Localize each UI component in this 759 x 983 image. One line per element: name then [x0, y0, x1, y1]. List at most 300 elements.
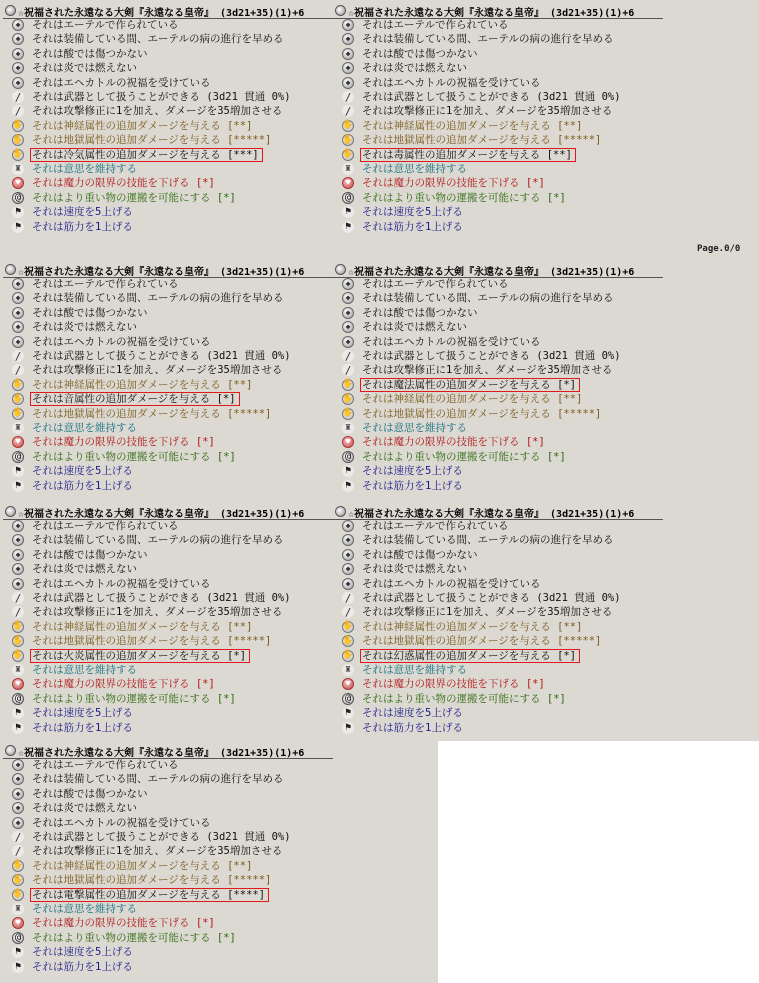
sword-icon: / [12, 91, 24, 103]
property-line [333, 479, 663, 493]
property-line [333, 205, 663, 219]
property-text: それはエヘカトルの祝福を受けている [32, 76, 211, 89]
property-line [333, 277, 663, 291]
sword-icon: / [12, 364, 24, 376]
run-icon: ⚑ [12, 707, 24, 719]
diamond-icon: ◆ [12, 549, 24, 561]
property-line [3, 335, 333, 349]
property-line [333, 306, 663, 320]
property-line [3, 548, 333, 562]
property-line [333, 663, 663, 677]
property-text: それはエーテルで作られている [362, 19, 509, 31]
property-line [3, 90, 333, 104]
property-text: それは魔力の限界の技能を下げる [*] [362, 678, 545, 691]
property-text: それは神経属性の追加ダメージを与える [**] [32, 859, 253, 872]
highlighted-property-text: それは魔法属性の追加ダメージを与える [*] [362, 378, 577, 391]
property-line [3, 945, 333, 959]
property-line [3, 634, 333, 648]
diamond-icon: ◆ [12, 19, 24, 31]
property-text: それはより重い物の運搬を可能にする [*] [32, 450, 236, 463]
diamond-icon: ◆ [342, 33, 354, 45]
property-line [333, 90, 663, 104]
property-line [3, 562, 333, 576]
highlight-box [30, 649, 250, 663]
item-title: ☆祝福された永遠なる大剣『永遠なる皇帝』 (3d21+35)(1)+6 [18, 748, 305, 759]
property-text: それは地獄属性の追加ダメージを与える [*****] [362, 407, 602, 420]
property-line [3, 407, 333, 421]
property-text: それは酸では傷つかない [362, 548, 478, 561]
property-line [333, 706, 663, 720]
property-text: それは筋力を1上げる [32, 960, 133, 973]
property-text: それは神経属性の追加ダメージを与える [**] [32, 119, 253, 132]
heart-icon: ♥ [12, 917, 24, 929]
run-icon: ⚑ [12, 722, 24, 734]
property-text: それは地獄属性の追加ダメージを与える [*****] [32, 134, 272, 147]
property-line [3, 104, 333, 118]
item-icon [5, 264, 16, 275]
diamond-icon: ◆ [342, 77, 354, 89]
run-icon: ⚑ [12, 961, 24, 973]
property-line [333, 533, 663, 547]
property-text: それはエヘカトルの祝福を受けている [362, 577, 541, 590]
property-line [3, 591, 333, 605]
property-line [3, 620, 333, 634]
property-line [3, 133, 333, 147]
property-line [333, 162, 663, 176]
property-text: それは酸では傷つかない [362, 47, 478, 60]
diamond-icon: ◆ [342, 19, 354, 31]
diamond-icon: ◆ [342, 549, 354, 561]
item-icon [5, 745, 16, 756]
property-line [333, 363, 663, 377]
property-line [333, 191, 663, 205]
run-icon: ⚑ [342, 480, 354, 492]
item-header [3, 262, 333, 278]
swirl-icon: @ [12, 451, 24, 463]
diamond-icon: ◆ [342, 534, 354, 546]
bell-icon: ♜ [12, 163, 24, 175]
diamond-icon: ◆ [12, 534, 24, 546]
item-header [333, 3, 663, 19]
property-line [333, 119, 663, 133]
property-text: それは装備している間、エーテルの病の進行を早める [32, 534, 284, 547]
property-text: それは攻撃修正に1を加え、ダメージを35増加させる [32, 845, 283, 858]
property-line [333, 435, 663, 449]
bell-icon: ♜ [12, 422, 24, 434]
run-icon: ⚑ [342, 465, 354, 477]
property-line [333, 649, 663, 663]
highlighted-property-text: それは電撃属性の追加ダメージを与える [****] [32, 888, 266, 901]
diamond-icon: ◆ [342, 563, 354, 575]
highlighted-property-text: それは幻惑属性の追加ダメージを与える [*] [362, 649, 577, 662]
property-line [3, 677, 333, 691]
property-line [3, 47, 333, 61]
diamond-icon: ◆ [12, 33, 24, 45]
property-text: それは筋力を1上げる [362, 721, 463, 734]
property-line [333, 47, 663, 61]
diamond-icon: ◆ [342, 307, 354, 319]
property-line [3, 960, 333, 974]
hand-icon: ✋ [12, 874, 24, 885]
diamond-icon: ◆ [12, 802, 24, 814]
property-text: それはエーテルで作られている [32, 19, 179, 31]
highlighted-property-text: それは冷気属性の追加ダメージを与える [***] [32, 148, 259, 161]
diamond-icon: ◆ [342, 321, 354, 333]
property-line [333, 148, 663, 162]
item-header [3, 504, 333, 520]
property-text: それは武器として扱うことができる (3d21 貫通 0%) [32, 831, 291, 843]
property-line [3, 721, 333, 735]
property-text: それは意思を維持する [362, 422, 467, 434]
property-line [3, 162, 333, 176]
property-line [3, 692, 333, 706]
sword-icon: / [12, 606, 24, 618]
property-line [333, 605, 663, 619]
hand-icon: ✋ [342, 408, 354, 419]
property-text: それは意思を維持する [32, 422, 137, 434]
highlight-box [360, 649, 580, 663]
hand-icon: ✋ [342, 120, 354, 131]
property-line [333, 378, 663, 392]
property-text: それは筋力を1上げる [362, 479, 463, 492]
property-line [3, 76, 333, 90]
property-line [3, 148, 333, 162]
property-line [3, 801, 333, 815]
run-icon: ⚑ [12, 946, 24, 958]
diamond-icon: ◆ [12, 62, 24, 74]
item-title: ☆祝福された永遠なる大剣『永遠なる皇帝』 (3d21+35)(1)+6 [18, 8, 305, 19]
hand-icon: ✋ [342, 149, 354, 160]
diamond-icon: ◆ [12, 817, 24, 829]
property-text: それは神経属性の追加ダメージを与える [**] [362, 119, 583, 132]
property-text: それは速度を5上げる [362, 206, 463, 219]
property-text: それは魔力の限界の技能を下げる [*] [362, 436, 545, 449]
property-line [3, 916, 333, 930]
property-line [3, 363, 333, 377]
property-line [3, 119, 333, 133]
swirl-icon: @ [12, 693, 24, 705]
hand-icon: ✋ [342, 635, 354, 646]
hand-icon: ✋ [12, 621, 24, 632]
property-line [3, 931, 333, 945]
property-text: それは地獄属性の追加ダメージを与える [*****] [32, 874, 272, 887]
property-line [3, 844, 333, 858]
property-line [333, 677, 663, 691]
property-text: それは炎では燃えない [32, 563, 137, 576]
property-line [333, 548, 663, 562]
property-text: それは酸では傷つかない [32, 47, 148, 60]
property-line [3, 787, 333, 801]
property-line [3, 479, 333, 493]
sword-icon: / [12, 592, 24, 604]
property-line [3, 435, 333, 449]
diamond-icon: ◆ [342, 520, 354, 532]
sword-icon: / [12, 845, 24, 857]
property-line [333, 421, 663, 435]
heart-icon: ♥ [12, 678, 24, 690]
property-text: それは筋力を1上げる [362, 220, 463, 233]
property-line [333, 176, 663, 190]
item-header [333, 262, 663, 278]
diamond-icon: ◆ [12, 77, 24, 89]
property-line [3, 277, 333, 291]
heart-icon: ♥ [342, 678, 354, 690]
run-icon: ⚑ [342, 221, 354, 233]
property-text: それは地獄属性の追加ダメージを与える [*****] [362, 134, 602, 147]
property-text: それはより重い物の運搬を可能にする [*] [362, 191, 566, 204]
property-text: それは筋力を1上げる [32, 220, 133, 233]
property-text: それはエーテルで作られている [32, 520, 179, 532]
property-text: それは意思を維持する [32, 903, 137, 915]
property-text: それは意思を維持する [32, 664, 137, 676]
sword-icon: / [12, 350, 24, 362]
property-text: それは攻撃修正に1を加え、ダメージを35増加させる [362, 105, 613, 118]
property-text: それは武器として扱うことができる (3d21 貫通 0%) [362, 91, 621, 103]
property-text: それは魔力の限界の技能を下げる [*] [32, 177, 215, 190]
property-line [333, 320, 663, 334]
property-line [3, 888, 333, 902]
diamond-icon: ◆ [342, 278, 354, 290]
property-line [333, 349, 663, 363]
property-line [333, 692, 663, 706]
property-line [333, 76, 663, 90]
item-icon [5, 506, 16, 517]
property-text: それは酸では傷つかない [362, 306, 478, 319]
bell-icon: ♜ [342, 422, 354, 434]
property-text: それは神経属性の追加ダメージを与える [**] [32, 378, 253, 391]
bell-icon: ♜ [12, 664, 24, 676]
hand-icon: ✋ [12, 889, 24, 900]
hand-icon: ✋ [12, 635, 24, 646]
diamond-icon: ◆ [12, 336, 24, 348]
property-text: それは速度を5上げる [32, 946, 133, 959]
property-text: それは地獄属性の追加ダメージを与える [*****] [32, 635, 272, 648]
property-text: それはエヘカトルの祝福を受けている [32, 335, 211, 348]
bell-icon: ♜ [342, 664, 354, 676]
property-text: それは炎では燃えない [32, 62, 137, 75]
highlight-box [30, 888, 269, 902]
heart-icon: ♥ [12, 436, 24, 448]
property-line [3, 450, 333, 464]
run-icon: ⚑ [12, 480, 24, 492]
sword-icon: / [12, 105, 24, 117]
property-text: それはエーテルで作られている [362, 520, 509, 532]
heart-icon: ♥ [342, 177, 354, 189]
property-line [333, 577, 663, 591]
property-text: それは武器として扱うことができる (3d21 貫通 0%) [32, 350, 291, 362]
property-text: それは速度を5上げる [32, 707, 133, 720]
property-line [3, 320, 333, 334]
hand-icon: ✋ [12, 650, 24, 661]
property-line [3, 306, 333, 320]
highlight-box [360, 148, 576, 162]
property-text: それは炎では燃えない [362, 62, 467, 75]
property-line [333, 133, 663, 147]
property-text: それは装備している間、エーテルの病の進行を早める [362, 33, 614, 46]
property-text: それは装備している間、エーテルの病の進行を早める [32, 773, 284, 786]
property-line [3, 378, 333, 392]
property-line [3, 291, 333, 305]
highlight-box [30, 392, 240, 406]
property-text: それは武器として扱うことができる (3d21 貫通 0%) [32, 592, 291, 604]
diamond-icon: ◆ [342, 336, 354, 348]
property-line [3, 533, 333, 547]
item-header [333, 504, 663, 520]
item-title: ☆祝福された永遠なる大剣『永遠なる皇帝』 (3d21+35)(1)+6 [348, 8, 635, 19]
heart-icon: ♥ [342, 436, 354, 448]
property-line [333, 620, 663, 634]
property-line [333, 392, 663, 406]
diamond-icon: ◆ [342, 62, 354, 74]
property-line [3, 649, 333, 663]
property-text: それはエヘカトルの祝福を受けている [362, 76, 541, 89]
property-text: それは炎では燃えない [32, 321, 137, 334]
diamond-icon: ◆ [12, 788, 24, 800]
diamond-icon: ◆ [12, 278, 24, 290]
heart-icon: ♥ [12, 177, 24, 189]
hand-icon: ✋ [342, 393, 354, 404]
item-icon [5, 5, 16, 16]
sword-icon: / [342, 606, 354, 618]
diamond-icon: ◆ [342, 292, 354, 304]
property-text: それは魔力の限界の技能を下げる [*] [32, 917, 215, 930]
property-line [333, 32, 663, 46]
property-line [3, 392, 333, 406]
sword-icon: / [342, 350, 354, 362]
property-line [3, 421, 333, 435]
property-line [3, 519, 333, 533]
page-indicator: Page.0/0 [697, 244, 741, 254]
property-text: それはエーテルで作られている [362, 278, 509, 290]
sword-icon: / [342, 105, 354, 117]
property-text: それはエヘカトルの祝福を受けている [362, 335, 541, 348]
property-text: それは速度を5上げる [362, 465, 463, 478]
swirl-icon: @ [342, 693, 354, 705]
property-line [333, 291, 663, 305]
swirl-icon: @ [12, 932, 24, 944]
property-text: それは地獄属性の追加ダメージを与える [*****] [362, 635, 602, 648]
property-text: それはより重い物の運搬を可能にする [*] [32, 931, 236, 944]
hand-icon: ✋ [12, 379, 24, 390]
swirl-icon: @ [12, 192, 24, 204]
swirl-icon: @ [342, 451, 354, 463]
diamond-icon: ◆ [12, 292, 24, 304]
property-text: それは魔力の限界の技能を下げる [*] [362, 177, 545, 190]
item-title: ☆祝福された永遠なる大剣『永遠なる皇帝』 (3d21+35)(1)+6 [18, 509, 305, 520]
property-line [333, 335, 663, 349]
property-text: それは装備している間、エーテルの病の進行を早める [32, 292, 284, 305]
hand-icon: ✋ [342, 134, 354, 145]
sword-icon: / [12, 831, 24, 843]
property-text: それは武器として扱うことができる (3d21 貫通 0%) [362, 350, 621, 362]
property-text: それはエヘカトルの祝福を受けている [32, 816, 211, 829]
property-text: それは攻撃修正に1を加え、ダメージを35増加させる [32, 105, 283, 118]
bell-icon: ♜ [342, 163, 354, 175]
property-text: それはエーテルで作られている [32, 759, 179, 771]
property-text: それは酸では傷つかない [32, 306, 148, 319]
property-line [3, 706, 333, 720]
property-line [3, 605, 333, 619]
diamond-icon: ◆ [12, 321, 24, 333]
property-text: それはエーテルで作られている [32, 278, 179, 290]
item-icon [335, 264, 346, 275]
diamond-icon: ◆ [12, 520, 24, 532]
sword-icon: / [342, 91, 354, 103]
item-header [3, 743, 333, 759]
item-title: ☆祝福された永遠なる大剣『永遠なる皇帝』 (3d21+35)(1)+6 [348, 267, 635, 278]
property-line [3, 18, 333, 32]
property-line [333, 519, 663, 533]
hand-icon: ✋ [12, 149, 24, 160]
property-line [333, 104, 663, 118]
diamond-icon: ◆ [12, 48, 24, 60]
property-text: それはより重い物の運搬を可能にする [*] [32, 692, 236, 705]
hand-icon: ✋ [12, 134, 24, 145]
property-text: それは装備している間、エーテルの病の進行を早める [362, 292, 614, 305]
property-text: それは武器として扱うことができる (3d21 貫通 0%) [362, 592, 621, 604]
item-title: ☆祝福された永遠なる大剣『永遠なる皇帝』 (3d21+35)(1)+6 [348, 509, 635, 520]
property-line [3, 830, 333, 844]
bell-icon: ♜ [12, 903, 24, 915]
property-text: それは神経属性の追加ダメージを与える [**] [362, 393, 583, 406]
hand-icon: ✋ [12, 408, 24, 419]
property-line [333, 562, 663, 576]
property-line [333, 591, 663, 605]
property-line [3, 873, 333, 887]
property-text: それは魔力の限界の技能を下げる [*] [32, 436, 215, 449]
diamond-icon: ◆ [342, 578, 354, 590]
property-line [333, 450, 663, 464]
property-text: それは筋力を1上げる [32, 479, 133, 492]
item-header [3, 3, 333, 19]
run-icon: ⚑ [342, 722, 354, 734]
property-text: それは酸では傷つかない [32, 548, 148, 561]
property-line [333, 61, 663, 75]
swirl-icon: @ [342, 192, 354, 204]
property-text: それはエヘカトルの祝福を受けている [32, 577, 211, 590]
property-text: それは炎では燃えない [32, 802, 137, 815]
property-text: それは装備している間、エーテルの病の進行を早める [362, 534, 614, 547]
property-line [3, 816, 333, 830]
property-text: それは意思を維持する [32, 163, 137, 175]
highlighted-property-text: それは音属性の追加ダメージを与える [*] [32, 393, 236, 406]
property-line [3, 663, 333, 677]
highlight-box [360, 378, 580, 392]
run-icon: ⚑ [12, 465, 24, 477]
property-line [333, 634, 663, 648]
property-text: それは炎では燃えない [362, 321, 467, 334]
property-text: それは攻撃修正に1を加え、ダメージを35増加させる [362, 606, 613, 619]
item-title: ☆祝福された永遠なる大剣『永遠なる皇帝』 (3d21+35)(1)+6 [18, 267, 305, 278]
property-text: それは神経属性の追加ダメージを与える [**] [362, 620, 583, 633]
property-text: それは魔力の限界の技能を下げる [*] [32, 678, 215, 691]
run-icon: ⚑ [342, 707, 354, 719]
property-text: それは筋力を1上げる [32, 721, 133, 734]
property-line [3, 772, 333, 786]
property-line [333, 220, 663, 234]
property-text: それはより重い物の運搬を可能にする [*] [362, 450, 566, 463]
property-text: それはより重い物の運搬を可能にする [*] [362, 692, 566, 705]
property-line [333, 464, 663, 478]
property-line [3, 859, 333, 873]
diamond-icon: ◆ [12, 578, 24, 590]
highlight-box [30, 148, 263, 162]
property-text: それは装備している間、エーテルの病の進行を早める [32, 33, 284, 46]
property-text: それは速度を5上げる [362, 707, 463, 720]
property-text: それはより重い物の運搬を可能にする [*] [32, 191, 236, 204]
property-text: それは酸では傷つかない [32, 787, 148, 800]
item-icon [335, 5, 346, 16]
